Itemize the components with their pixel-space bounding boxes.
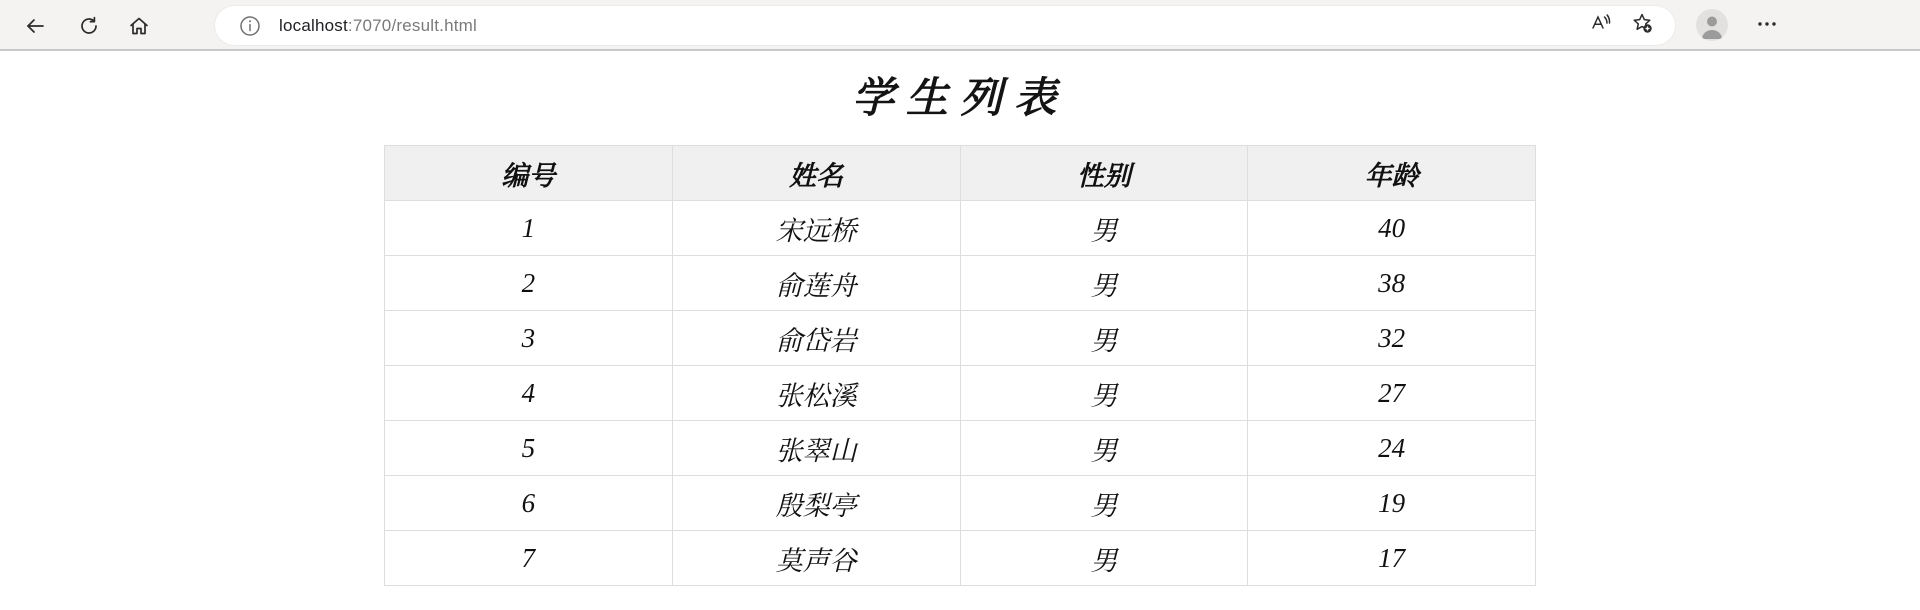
cell-gender: 男 [960, 421, 1248, 476]
url-host: localhost [279, 15, 348, 35]
add-favorite-button[interactable] [1625, 9, 1659, 43]
url-path: :7070/result.html [347, 15, 477, 35]
back-button[interactable] [16, 7, 54, 45]
url-text[interactable] [279, 16, 477, 36]
table-row [385, 311, 1536, 366]
profile-avatar-icon [1696, 28, 1728, 41]
home-button[interactable] [120, 7, 158, 45]
table-row [385, 421, 1536, 476]
browser-toolbar [0, 0, 1920, 51]
cell-name: 殷梨亭 [672, 476, 960, 531]
cell-age: 32 [1248, 311, 1536, 366]
more-options-ellipsis-icon [1755, 12, 1779, 41]
cell-name: 俞岱岩 [672, 311, 960, 366]
table-row [385, 476, 1536, 531]
cell-id: 6 [385, 476, 673, 531]
page-title: 学生列表 [851, 76, 1068, 122]
cell-name: 俞莲舟 [672, 256, 960, 311]
cell-name: 张翠山 [672, 421, 960, 476]
read-aloud-icon [1588, 11, 1612, 40]
web-page-content [0, 51, 1920, 608]
cell-age: 19 [1248, 476, 1536, 531]
cell-id: 1 [385, 201, 673, 256]
add-favorite-star-icon [1630, 11, 1654, 40]
profile-button[interactable] [1696, 9, 1728, 41]
cell-id: 5 [385, 421, 673, 476]
cell-age: 17 [1248, 531, 1536, 586]
cell-id: 2 [385, 256, 673, 311]
cell-gender: 男 [960, 201, 1248, 256]
home-icon [128, 15, 150, 37]
column-header-name: 姓名 [672, 146, 960, 201]
cell-id: 7 [385, 531, 673, 586]
cell-gender: 男 [960, 366, 1248, 421]
cell-age: 24 [1248, 421, 1536, 476]
site-info-icon[interactable] [237, 13, 263, 39]
cell-id: 4 [385, 366, 673, 421]
read-aloud-button[interactable] [1583, 9, 1617, 43]
refresh-icon [78, 15, 100, 37]
cell-age: 40 [1248, 201, 1536, 256]
column-header-gender: 性别 [960, 146, 1248, 201]
table-row [385, 366, 1536, 421]
cell-gender: 男 [960, 531, 1248, 586]
more-options-button[interactable] [1748, 7, 1786, 45]
column-header-id: 编号 [385, 146, 673, 201]
cell-name: 宋远桥 [672, 201, 960, 256]
cell-gender: 男 [960, 256, 1248, 311]
cell-gender: 男 [960, 476, 1248, 531]
table-row [385, 256, 1536, 311]
address-bar[interactable] [215, 6, 1675, 45]
cell-gender: 男 [960, 311, 1248, 366]
cell-name: 莫声谷 [672, 531, 960, 586]
cell-age: 27 [1248, 366, 1536, 421]
table-header-row [385, 146, 1536, 201]
column-header-age: 年龄 [1248, 146, 1536, 201]
cell-age: 38 [1248, 256, 1536, 311]
table-row [385, 531, 1536, 586]
cell-id: 3 [385, 311, 673, 366]
refresh-button[interactable] [70, 7, 108, 45]
cell-name: 张松溪 [672, 366, 960, 421]
back-arrow-icon [24, 15, 46, 37]
table-row [385, 201, 1536, 256]
student-table [384, 145, 1536, 586]
